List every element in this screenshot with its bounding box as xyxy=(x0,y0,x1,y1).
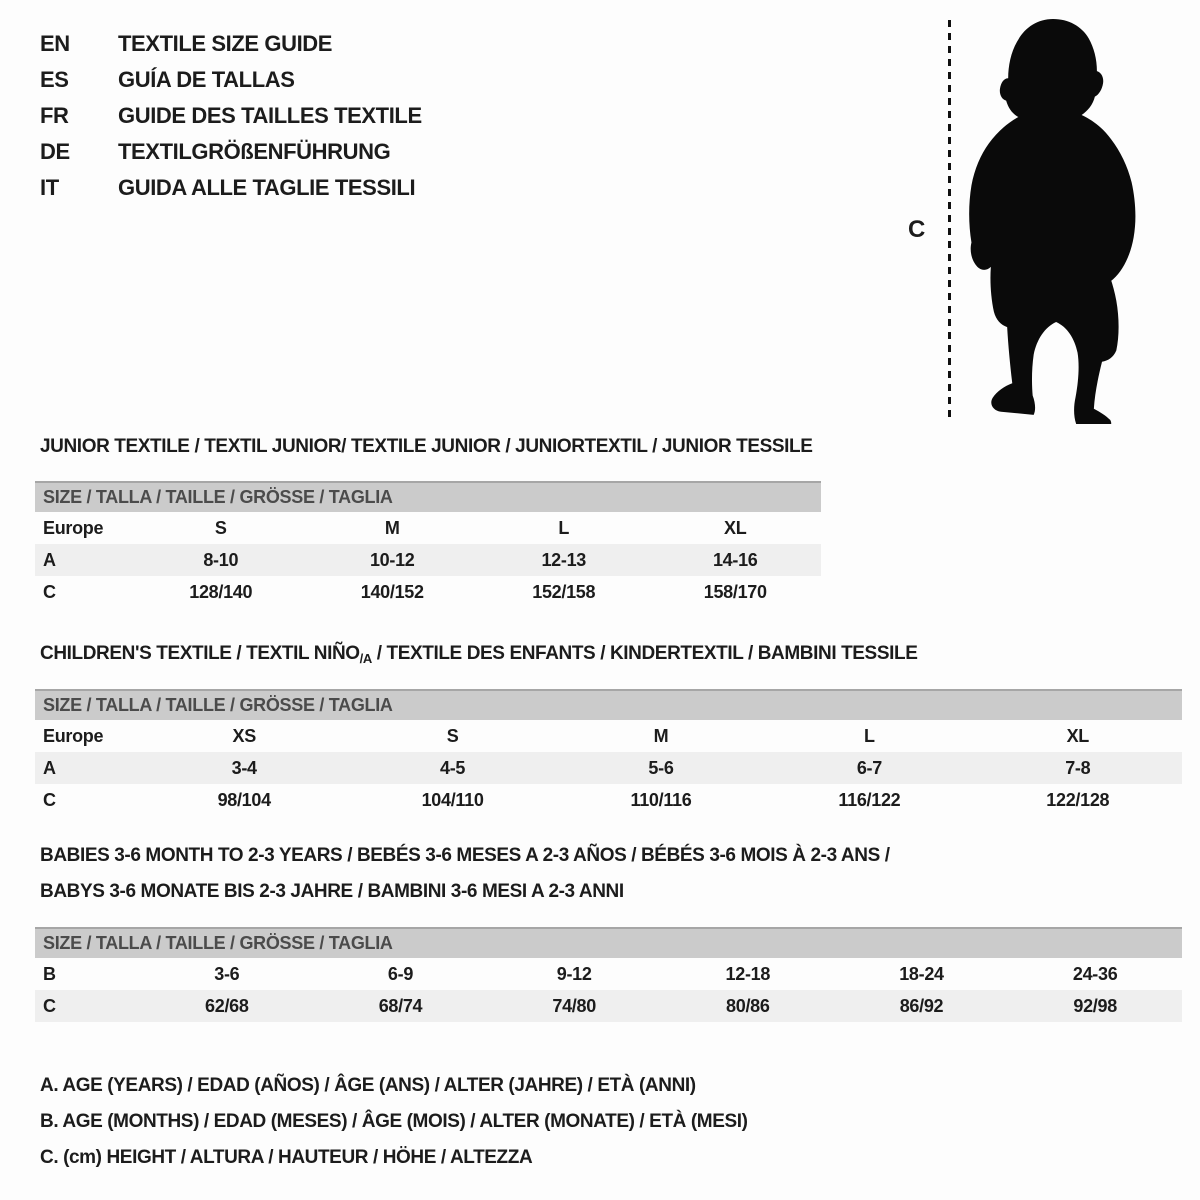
cell-value: XL xyxy=(1066,725,1089,746)
language-header xyxy=(40,26,422,206)
cell-value: 98/104 xyxy=(217,789,271,810)
cell-value: 62/68 xyxy=(205,995,249,1016)
cell-value: M xyxy=(653,725,669,746)
cell-value: 5-6 xyxy=(648,757,674,778)
table-row-height xyxy=(35,784,1182,816)
cell-value: 4-5 xyxy=(440,757,466,778)
cell-value: 122/128 xyxy=(1046,789,1110,810)
size-table-junior xyxy=(35,481,821,608)
cell-value: XS xyxy=(232,725,256,746)
cell-value: S xyxy=(446,725,459,746)
table-header-bar: SIZE / TALLA / TAILLE / GRÖSSE / TAGLIA xyxy=(35,689,1182,720)
guide-title: GUIDA ALLE TAGLIE TESSILI xyxy=(118,175,416,200)
cell-value: 10-12 xyxy=(369,549,415,570)
section-heading-babies-line1: BABIES 3-6 MONTH TO 2-3 YEARS / BEBÉS 3-6 MESES A 2-3 AÑOS / BÉBÉS 3-6 MOIS À 2-3 ANS / xyxy=(40,845,890,866)
table-row-height xyxy=(35,576,821,608)
heading-subscript: /A xyxy=(359,651,372,666)
cell-value: 3-4 xyxy=(231,757,257,778)
height-measure-label: C xyxy=(908,216,926,243)
legend-line-c: C. (cm) HEIGHT / ALTURA / HAUTEUR / HÖHE / ALTEZZA xyxy=(40,1147,533,1168)
row-label: A xyxy=(43,757,56,778)
cell-value: 158/170 xyxy=(703,581,767,602)
row-label: C xyxy=(43,995,56,1016)
guide-title: GUIDE DES TAILLES TEXTILE xyxy=(118,103,422,128)
language-code: IT xyxy=(40,175,59,200)
size-guide-figure xyxy=(900,0,1200,440)
language-row-de xyxy=(40,134,422,170)
row-label: A xyxy=(43,549,56,570)
guide-title: GUÍA DE TALLAS xyxy=(118,67,295,92)
cell-value: 110/116 xyxy=(630,789,692,810)
row-label: B xyxy=(43,963,56,984)
heading-text: CHILDREN'S TEXTILE / TEXTIL NIÑO xyxy=(40,643,360,664)
table-header-bar: SIZE / TALLA / TAILLE / GRÖSSE / TAGLIA xyxy=(35,481,821,512)
legend-line-b: B. AGE (MONTHS) / EDAD (MESES) / ÂGE (MOIS) / ALTER (MONATE) / ETÀ (MESI) xyxy=(40,1111,748,1132)
cell-value: S xyxy=(214,517,227,538)
size-table-babies xyxy=(35,927,1182,1022)
row-label: C xyxy=(43,581,56,602)
cell-value: 12-13 xyxy=(541,549,587,570)
cell-value: 14-16 xyxy=(712,549,758,570)
section-heading-children xyxy=(40,643,917,666)
cell-value: 7-8 xyxy=(1065,757,1091,778)
cell-value: L xyxy=(864,725,875,746)
measurement-legend xyxy=(40,1068,748,1176)
cell-value: 116/122 xyxy=(838,789,901,810)
cell-value: 6-9 xyxy=(387,963,414,984)
row-label: Europe xyxy=(43,517,104,538)
legend-line-a: A. AGE (YEARS) / EDAD (AÑOS) / ÂGE (ANS) / ALTER (JAHRE) / ETÀ (ANNI) xyxy=(40,1075,696,1096)
cell-value: 128/140 xyxy=(189,581,253,602)
row-label: C xyxy=(43,789,56,810)
cell-value: 80/86 xyxy=(726,995,770,1016)
cell-value: 152/158 xyxy=(532,581,596,602)
cell-value: 9-12 xyxy=(556,963,592,984)
language-code: ES xyxy=(40,67,69,92)
cell-value: 6-7 xyxy=(856,757,882,778)
height-dashed-line xyxy=(948,20,951,418)
language-row-en xyxy=(40,26,422,62)
cell-value: M xyxy=(384,517,400,538)
size-table-children xyxy=(35,689,1182,816)
cell-value: 92/98 xyxy=(1073,995,1117,1016)
cell-value: 3-6 xyxy=(214,963,240,984)
language-row-es xyxy=(40,62,422,98)
cell-value: 8-10 xyxy=(203,549,239,570)
guide-title: TEXTILE SIZE GUIDE xyxy=(118,31,333,56)
table-row-age xyxy=(35,544,821,576)
section-heading-junior: JUNIOR TEXTILE / TEXTIL JUNIOR/ TEXTILE JUNIOR / JUNIORTEXTIL / JUNIOR TESSILE xyxy=(40,436,813,457)
cell-value: 140/152 xyxy=(360,581,424,602)
cell-value: XL xyxy=(724,517,747,538)
heading-text: / TEXTILE DES ENFANTS / KINDERTEXTIL / BAMBINI TESSILE xyxy=(371,643,918,664)
cell-value: 104/110 xyxy=(421,789,484,810)
table-row-europe xyxy=(35,512,821,544)
table-row-height xyxy=(35,990,1182,1022)
cell-value: 74/80 xyxy=(552,995,596,1016)
language-row-fr xyxy=(40,98,422,134)
table-row-europe xyxy=(35,720,1182,752)
cell-value: 86/92 xyxy=(899,995,944,1016)
table-row-months xyxy=(35,958,1182,990)
cell-value: 12-18 xyxy=(725,963,771,984)
language-code: EN xyxy=(40,31,70,56)
language-row-it xyxy=(40,170,422,206)
cell-value: 18-24 xyxy=(899,963,944,984)
section-heading-babies-line2: BABYS 3-6 MONATE BIS 2-3 JAHRE / BAMBINI 3-6 MESI A 2-3 ANNI xyxy=(40,881,624,902)
row-label: Europe xyxy=(43,725,104,746)
language-code: DE xyxy=(40,139,70,164)
cell-value: L xyxy=(558,517,570,538)
cell-value: 24-36 xyxy=(1072,963,1118,984)
table-row-age xyxy=(35,752,1182,784)
language-code: FR xyxy=(40,103,69,128)
guide-title: TEXTILGRÖßENFÜHRUNG xyxy=(118,139,391,164)
table-header-bar: SIZE / TALLA / TAILLE / GRÖSSE / TAGLIA xyxy=(35,927,1182,958)
cell-value: 68/74 xyxy=(378,995,423,1016)
toddler-silhouette-icon xyxy=(960,16,1140,424)
